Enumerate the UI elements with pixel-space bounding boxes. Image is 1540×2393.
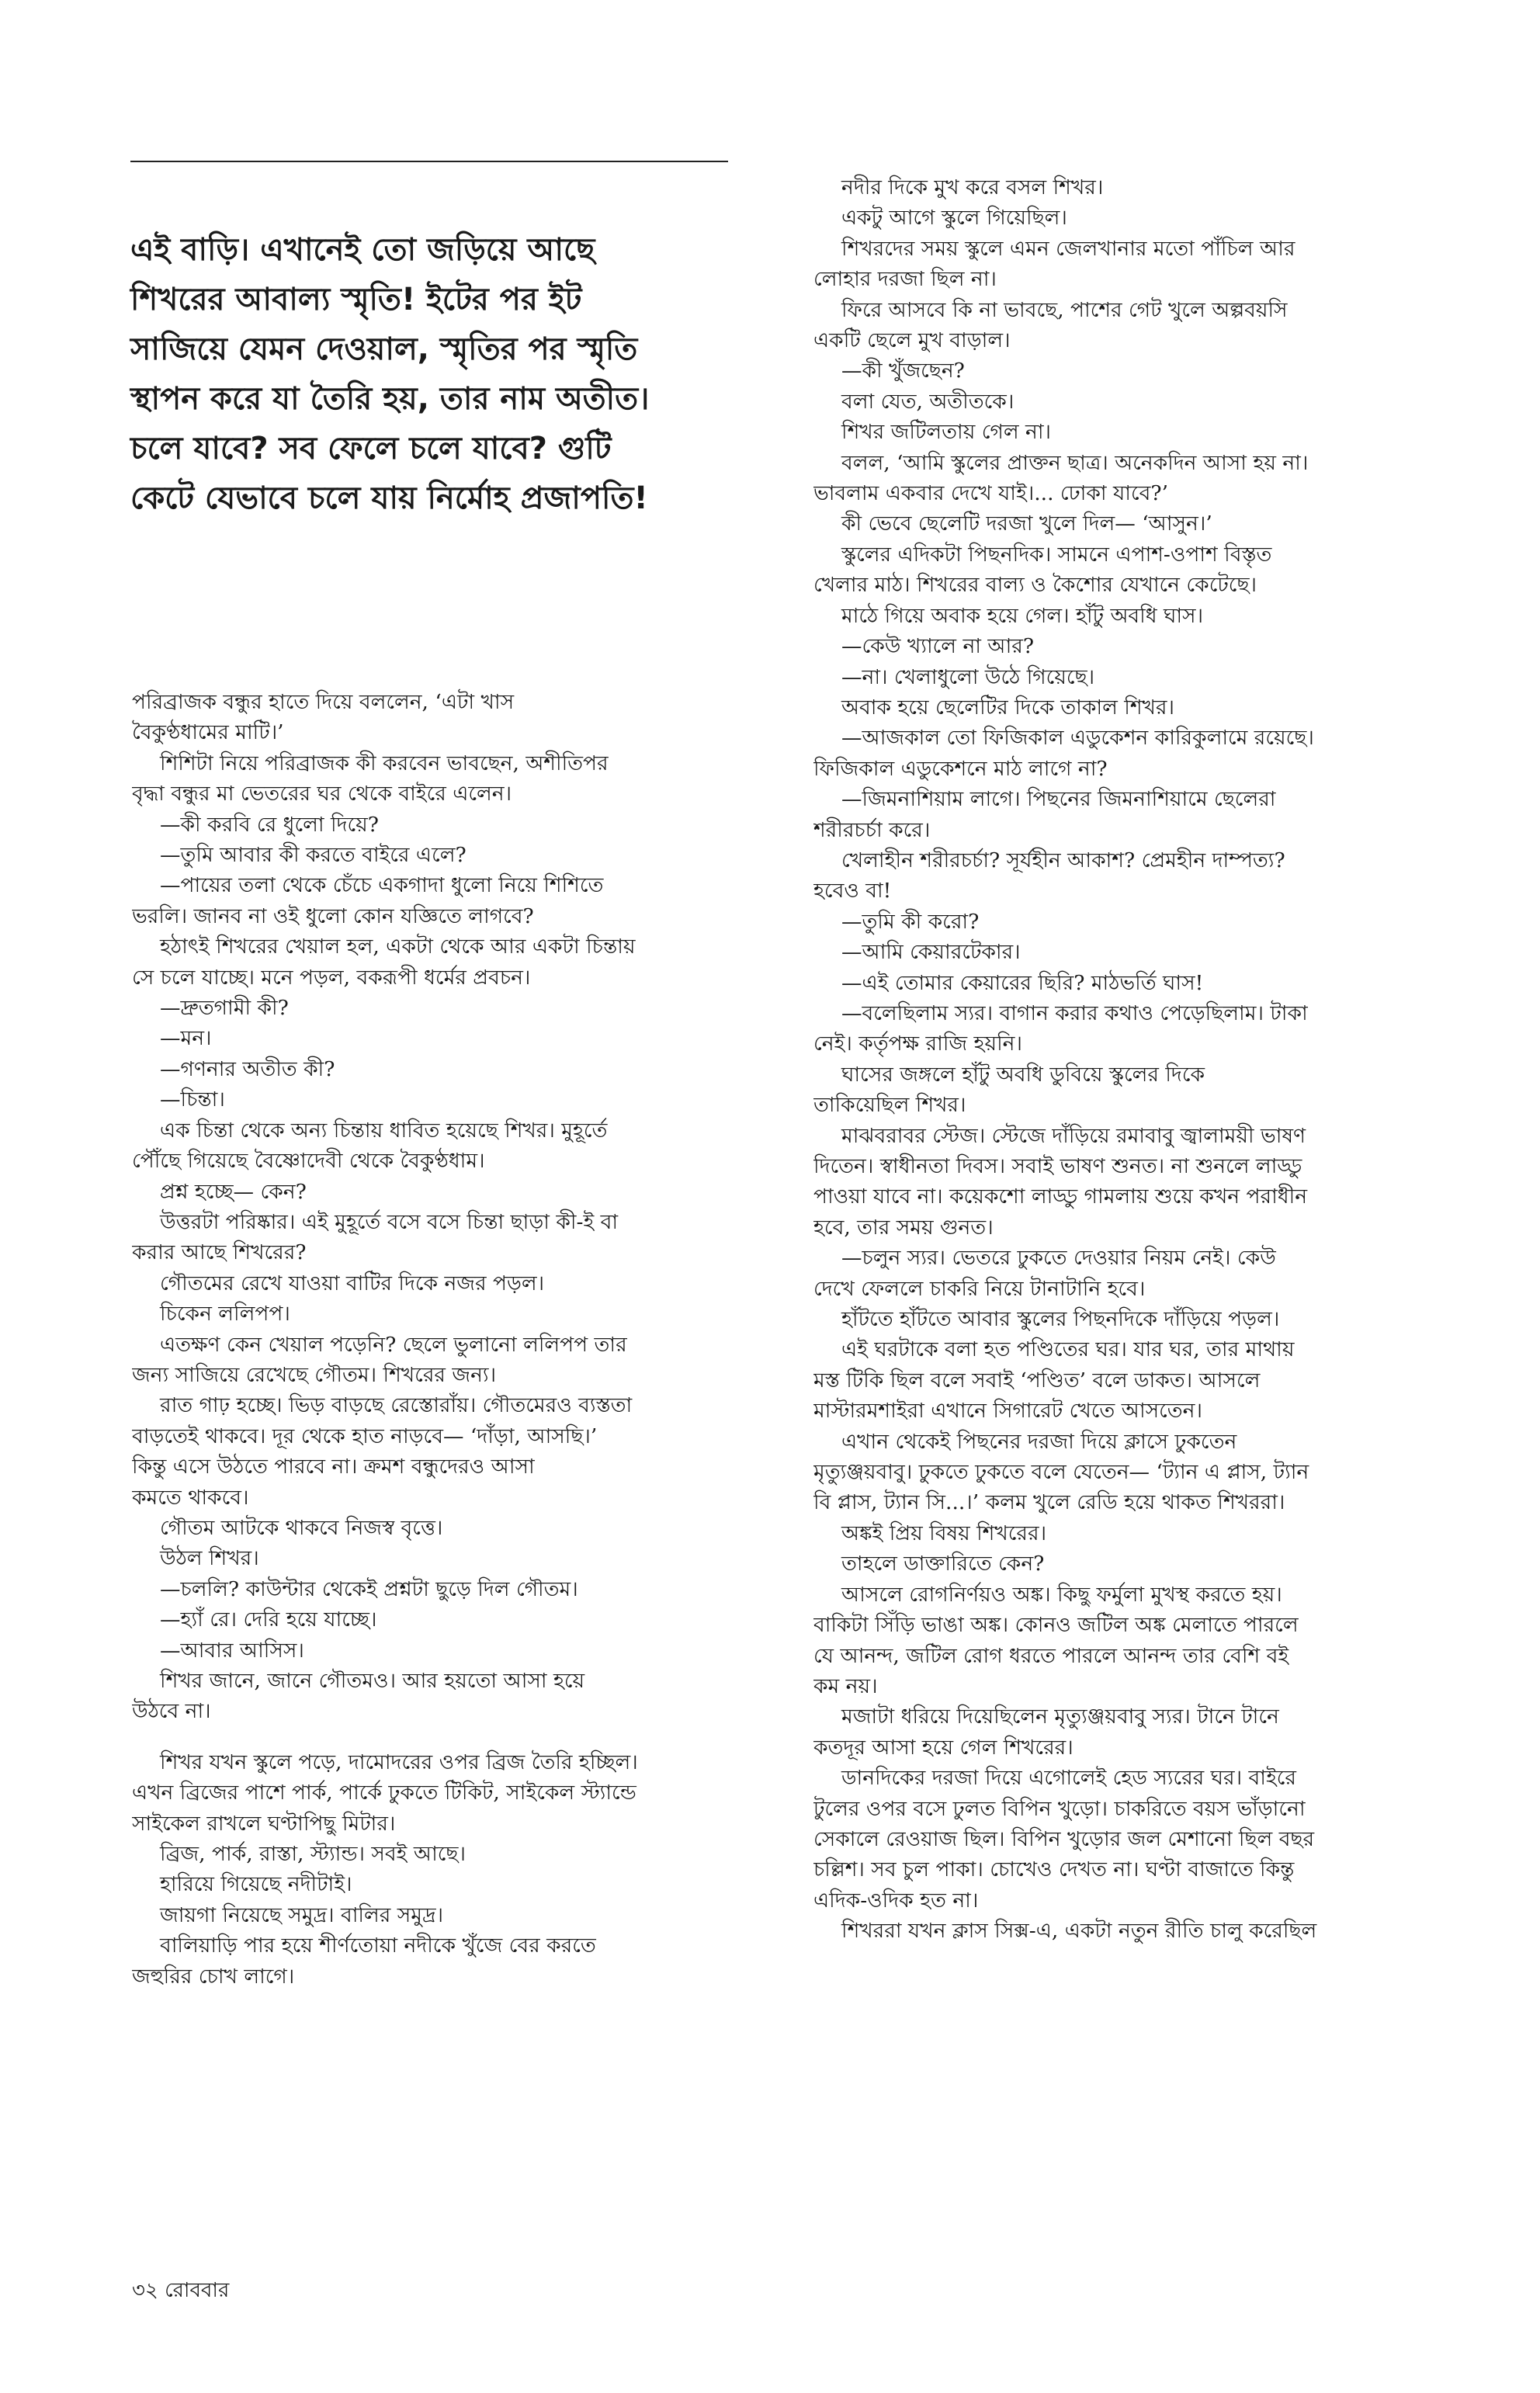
body-text-line: কতদূর আসা হয়ে গেল শিখরের। xyxy=(813,1735,1073,1760)
body-text-line: জায়গা নিয়েছে সমুদ্র। বালির সমুদ্র। xyxy=(160,1902,444,1927)
body-text-line: সেকালে রেওয়াজ ছিল। বিপিন খুড়োর জল মেশানো ছিল বছর xyxy=(813,1826,1315,1851)
body-text-line: হঠাৎই শিখরের খেয়াল হল, একটা থেকে আর একটা চিন্তায় xyxy=(160,935,636,959)
body-text-line: ভরলি। জানব না ওই ধুলো কোন যজ্ঞিতে লাগবে? xyxy=(132,903,534,928)
body-text-line: বৈকুণ্ঠধামের মাটি।’ xyxy=(132,720,284,745)
body-text-line: চিকেন ললিপপ। xyxy=(160,1302,290,1327)
pull-quote-line: চলে যাবে? সব ফেলে চলে যাবে? গুটি xyxy=(130,431,612,466)
body-text-line: মাস্টারমশাইরা এখানে সিগারেট খেতে আসতেন। xyxy=(813,1399,1202,1424)
body-column-right xyxy=(813,172,1419,1947)
body-text-line: এতক্ষণ কেন খেয়াল পড়েনি? ছেলে ভুলানো ললিপপ তার xyxy=(160,1332,627,1357)
body-text-line: পৌঁছে গিয়েছে বৈষ্ণোদেবী থেকে বৈকুণ্ঠধাম। xyxy=(132,1149,485,1174)
body-text-line: শিখর যখন স্কুলে পড়ে, দামোদরের ওপর ব্রিজ তৈরি হচ্ছিল। xyxy=(160,1750,638,1774)
body-text-line: মস্ত টিকি ছিল বলে সবাই ‘পণ্ডিত’ বলে ডাকত। আসলে xyxy=(813,1368,1261,1392)
body-text-line: যে আনন্দ, জটিল রোগ ধরতে পারলে আনন্দ তার বেশি বই xyxy=(813,1643,1289,1668)
body-text-line: তাকিয়েছিল শিখর। xyxy=(813,1093,966,1118)
body-column-left xyxy=(132,687,737,1992)
body-text-line: বলল, ‘আমি স্কুলের প্রাক্তন ছাত্র। অনেকদিন আসা হয় না। xyxy=(841,450,1309,475)
body-text-line: খেলাহীন শরীরচর্চা? সূর্যহীন আকাশ? প্রেমহীন দাম্পত্য? xyxy=(841,848,1285,872)
body-text-line: শরীরচর্চা করে। xyxy=(813,817,931,842)
pull-quote-rule xyxy=(130,161,728,162)
body-text-line: আসলে রোগনির্ণয়ও অঙ্ক। কিছু ফর্মুলা মুখস্থ করতে হয়। xyxy=(841,1582,1282,1607)
pull-quote-line: স্থাপন করে যা তৈরি হয়, তার নাম অতীত। xyxy=(130,381,650,417)
body-text-line: জহুরির চোখ লাগে। xyxy=(132,1964,295,1989)
body-text-line: অবাক হয়ে ছেলেটির দিকে তাকাল শিখর। xyxy=(841,695,1174,720)
body-text-line: শিখর জানে, জানে গৌতমও। আর হয়তো আসা হয়ে xyxy=(160,1669,585,1693)
body-text-line: ফিরে আসবে কি না ভাবছে, পাশের গেট খুলে অল্পবয়সি xyxy=(841,297,1288,322)
body-text-line: —বলেছিলাম স্যর। বাগান করার কথাও পেড়েছিলাম। টাকা xyxy=(841,1001,1308,1025)
body-text-line: স্কুলের এদিকটা পিছনদিক। সামনে এপাশ-ওপাশ বিস্তৃত xyxy=(841,542,1272,567)
body-text-line: গৌতমের রেখে যাওয়া বাটির দিকে নজর পড়ল। xyxy=(160,1271,545,1295)
body-text-line: করার আছে শিখরের? xyxy=(132,1240,307,1265)
body-text-line: উঠল শিখর। xyxy=(160,1546,259,1571)
body-text-line: এদিক-ওদিক হত না। xyxy=(813,1888,979,1913)
body-text-line: মৃত্যুঞ্জয়বাবু। ঢুকতে ঢুকতে বলে যেতেন— ‘ট্যান এ প্লাস, ট্যান xyxy=(813,1460,1309,1485)
body-text-line: —আজকাল তো ফিজিকাল এডুকেশন কারিকুলামে রয়েছে। xyxy=(841,726,1314,751)
body-text-line: —গণনার অতীত কী? xyxy=(160,1056,335,1081)
body-text-line: —পায়ের তলা থেকে চেঁচে একগাদা ধুলো নিয়ে শিশিতে xyxy=(160,873,604,898)
body-text-line: অঙ্কই প্রিয় বিষয় শিখরের। xyxy=(841,1521,1047,1545)
body-text-line: বি প্লাস, ট্যান সি...।’ কলম খুলে রেডি হয়ে থাকত শিখররা। xyxy=(813,1490,1285,1515)
body-text-line: তাহলে ডাক্তারিতে কেন? xyxy=(841,1552,1045,1576)
body-text-line: —আবার আসিস। xyxy=(160,1638,304,1663)
pull-quote xyxy=(130,225,736,523)
pull-quote-line: সাজিয়ে যেমন দেওয়াল, স্মৃতির পর স্মৃতি xyxy=(130,331,638,367)
body-text-line: —তুমি আবার কী করতে বাইরে এলে? xyxy=(160,843,467,868)
body-text-line: উঠবে না। xyxy=(132,1699,211,1724)
body-text-line: —না। খেলাধুলো উঠে গিয়েছে। xyxy=(841,664,1095,689)
body-text-line: —চললি? কাউন্টার থেকেই প্রশ্নটা ছুড়ে দিল গৌতম। xyxy=(160,1576,578,1601)
body-text-line: গৌতম আটকে থাকবে নিজস্ব বৃত্তে। xyxy=(160,1515,443,1540)
body-text-line: জন্য সাজিয়ে রেখেছে গৌতম। শিখরের জন্য। xyxy=(132,1362,497,1387)
body-text-line: —এই তোমার কেয়ারের ছিরি? মাঠভর্তি ঘাস! xyxy=(841,970,1204,995)
pull-quote-line: এই বাড়ি। এখানেই তো জড়িয়ে আছে xyxy=(130,232,595,268)
body-text-line: একটু আগে স্কুলে গিয়েছিল। xyxy=(841,206,1067,231)
body-text-line: সে চলে যাচ্ছে। মনে পড়ল, বকরূপী ধর্মের প্রবচন। xyxy=(132,965,531,990)
body-text-line: হারিয়ে গিয়েছে নদীটাই। xyxy=(160,1872,352,1897)
page-folio: ৩২ রোববার xyxy=(132,2279,230,2302)
body-text-line: নদীর দিকে মুখ করে বসল শিখর। xyxy=(841,175,1104,199)
body-text-line: ভাবলাম একবার দেখে যাই।... ঢোকা যাবে?’ xyxy=(813,481,1168,506)
body-text-line: বৃদ্ধা বন্ধুর মা ভেতরের ঘর থেকে বাইরে এলেন। xyxy=(132,782,512,806)
body-text-line: টুলের ওপর বসে ঢুলত বিপিন খুড়ো। চাকরিতে বয়স ভাঁড়ানো xyxy=(813,1796,1306,1821)
body-text-line: দিতেন। স্বাধীনতা দিবস। সবাই ভাষণ শুনত। না শুনলে লাড্ডু xyxy=(813,1154,1302,1178)
body-text-line: ঘাসের জঙ্গলে হাঁটু অবধি ডুবিয়ে স্কুলের দিকে xyxy=(841,1062,1205,1087)
body-text-line: সাইকেল রাখলে ঘণ্টাপিছু মিটার। xyxy=(132,1811,396,1836)
body-text-line: —চিন্তা। xyxy=(160,1087,225,1112)
body-text-line: ব্রিজ, পার্ক, রাস্তা, স্ট্যান্ড। সবই আছে। xyxy=(160,1842,466,1867)
body-text-line: বাড়তেই থাকবে। দূর থেকে হাত নাড়বে— ‘দাঁড়া, আসছি।’ xyxy=(132,1424,598,1448)
body-text-line: একটি ছেলে মুখ বাড়াল। xyxy=(813,328,1011,353)
body-text-line: লোহার দরজা ছিল না। xyxy=(813,267,997,292)
body-text-line: এখন ব্রিজের পাশে পার্ক, পার্কে ঢুকতে টিকিট, সাইকেল স্ট্যান্ডে xyxy=(132,1781,636,1805)
body-text-line: শিশিটা নিয়ে পরিব্রাজক কী করবেন ভাবছেন, অশীতিপর xyxy=(160,751,609,775)
body-text-line: —কী করবি রে ধুলো দিয়ে? xyxy=(160,812,379,837)
body-text-line: শিখরদের সময় স্কুলে এমন জেলখানার মতো পাঁচিল আর xyxy=(841,236,1295,261)
body-text-line: কিন্তু এসে উঠতে পারবে না। ক্রমশ বন্ধুদেরও আসা xyxy=(132,1455,535,1479)
body-text-line: কী ভেবে ছেলেটি দরজা খুলে দিল— ‘আসুন।’ xyxy=(841,512,1212,536)
body-text-line: দেখে ফেললে চাকরি নিয়ে টানাটানি হবে। xyxy=(813,1276,1146,1301)
body-text-line: চল্লিশ। সব চুল পাকা। চোখেও দেখত না। ঘণ্টা বাজাতে কিন্তু xyxy=(813,1857,1295,1882)
body-text-line: প্রশ্ন হচ্ছে— কেন? xyxy=(160,1179,307,1204)
body-text-line: মাঠে গিয়ে অবাক হয়ে গেল। হাঁটু অবধি ঘাস। xyxy=(841,603,1204,628)
body-text-line: হবেও বা! xyxy=(813,879,892,903)
body-text-line: —কেউ খ্যালে না আর? xyxy=(841,634,1035,659)
body-text-line: পরিব্রাজক বন্ধুর হাতে দিয়ে বললেন, ‘এটা খাস xyxy=(132,690,515,714)
body-text-line: মজাটা ধরিয়ে দিয়েছিলেন মৃত্যুঞ্জয়বাবু স্যর। টানে টানে xyxy=(841,1705,1279,1729)
body-text-line: হাঁটতে হাঁটতে আবার স্কুলের পিছনদিকে দাঁড়িয়ে পড়ল। xyxy=(841,1307,1280,1332)
body-text-line: বাকিটা সিঁড়ি ভাঙা অঙ্ক। কোনও জটিল অঙ্ক মেলাতে পারলে xyxy=(813,1613,1299,1638)
body-text-line: —মন। xyxy=(160,1026,212,1051)
body-text-line: —চলুন স্যর। ভেতরে ঢুকতে দেওয়ার নিয়ম নেই। কেউ xyxy=(841,1246,1276,1271)
body-text-line: কমতে থাকবে। xyxy=(132,1485,249,1510)
body-text-line: —কী খুঁজছেন? xyxy=(841,359,965,383)
pull-quote-line: কেটে যেভাবে চলে যায় নির্মোহ প্রজাপতি! xyxy=(130,480,648,516)
body-text-line: মাঝবরাবর স্টেজ। স্টেজে দাঁড়িয়ে রমাবাবু জ্বালাময়ী ভাষণ xyxy=(841,1123,1306,1148)
body-text-line: হবে, তার সময় গুনত। xyxy=(813,1215,994,1240)
body-text-line: রাত গাঢ় হচ্ছে। ভিড় বাড়ছে রেস্তোরাঁয়। গৌতমেরও ব্যস্ততা xyxy=(160,1393,633,1418)
body-text-line: —তুমি কী করো? xyxy=(841,909,980,934)
body-text-line: ডানদিকের দরজা দিয়ে এগোলেই হেড স্যরের ঘর। বাইরে xyxy=(841,1766,1296,1791)
body-text-line: —আমি কেয়ারটেকার। xyxy=(841,940,1021,965)
body-text-line: পাওয়া যাবে না। কয়েকশো লাড্ডু গামলায় শুয়ে কখন পরাধীন xyxy=(813,1184,1308,1209)
body-text-line: এক চিন্তা থেকে অন্য চিন্তায় ধাবিত হয়েছে শিখর। মুহূর্তে xyxy=(160,1118,608,1143)
body-text-line: এখান থেকেই পিছনের দরজা দিয়ে ক্লাসে ঢুকতেন xyxy=(841,1429,1237,1454)
body-text-line: শিখররা যখন ক্লাস সিক্স-এ, একটা নতুন রীতি চালু করেছিল xyxy=(841,1919,1317,1944)
body-text-line: এই ঘরটাকে বলা হত পণ্ডিতের ঘর। যার ঘর, তার মাথায় xyxy=(841,1337,1295,1362)
body-text-line: বলা যেত, অতীতকে। xyxy=(841,389,1015,414)
body-text-line: নেই। কর্তৃপক্ষ রাজি হয়নি। xyxy=(813,1032,1022,1056)
body-text-line: —দ্রুতগামী কী? xyxy=(160,996,289,1021)
body-text-line: ফিজিকাল এডুকেশনে মাঠ লাগে না? xyxy=(813,756,1108,781)
pull-quote-line: শিখরের আবাল্য স্মৃতি! ইটের পর ইট xyxy=(130,282,582,317)
body-text-line: —হ্যাঁ রে। দেরি হয়ে যাচ্ছে। xyxy=(160,1607,377,1632)
body-text-line: কম নয়। xyxy=(813,1673,878,1698)
body-text-line: বালিয়াড়ি পার হয়ে শীর্ণতোয়া নদীকে খুঁজে বের করতে xyxy=(160,1933,596,1958)
body-text-line: খেলার মাঠ। শিখরের বাল্য ও কৈশোর যেখানে কেটেছে। xyxy=(813,573,1257,598)
body-text-line: উত্তরটা পরিষ্কার। এই মুহূর্তে বসে বসে চিন্তা ছাড়া কী-ই বা xyxy=(160,1209,619,1234)
body-text-line: —জিমনাশিয়াম লাগে। পিছনের জিমনাশিয়ামে ছেলেরা xyxy=(841,787,1276,812)
body-text-line: শিখর জটিলতায় গেল না। xyxy=(841,420,1052,445)
